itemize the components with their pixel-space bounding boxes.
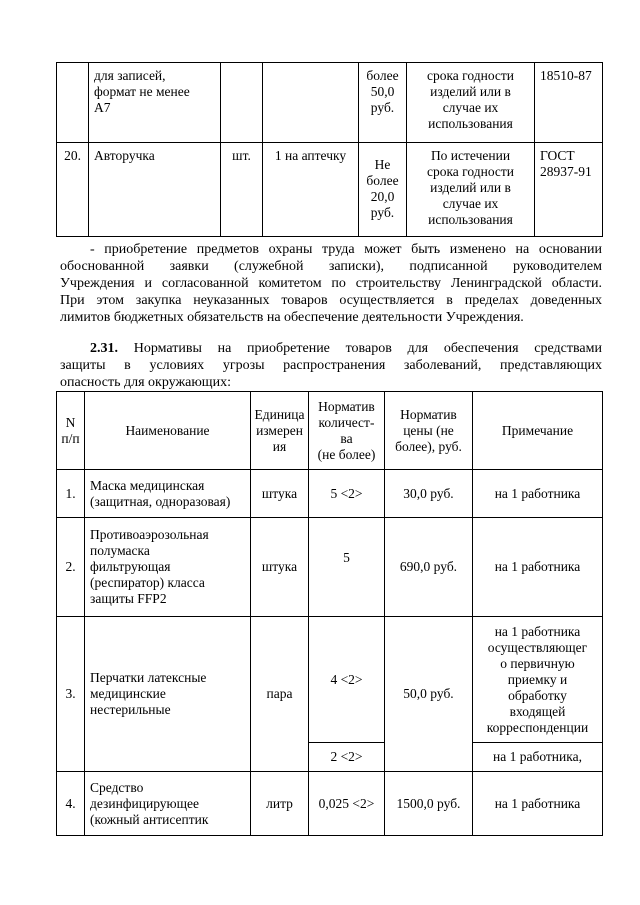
section-text: Нормативы на приобретение товаров для обеспечения средствами bbox=[118, 341, 602, 356]
header-qty: Норматив количест- ва (не более) bbox=[309, 392, 385, 470]
paragraph-line: лимитов бюджетных обязательств на обеспечение деятельности Учреждения. bbox=[60, 310, 524, 325]
paragraph-line bbox=[60, 340, 602, 357]
item-name: Перчатки латексные медицинские нестерильные bbox=[85, 617, 251, 772]
section-2-31-paragraph bbox=[60, 340, 602, 391]
row-number: 1. bbox=[57, 470, 85, 518]
paragraph-line: - приобретение предметов охраны труда может быть изменено на основании bbox=[90, 242, 602, 257]
table-row bbox=[57, 617, 603, 743]
item-note: на 1 работника bbox=[473, 470, 603, 518]
item-unit: штука bbox=[251, 470, 309, 518]
item-price: более 50,0 руб. bbox=[359, 63, 407, 143]
table-header-row bbox=[57, 392, 603, 470]
table-row bbox=[57, 470, 603, 518]
paragraph-line: Учреждения и согласованной комитетом по строительству Ленинградской области. bbox=[60, 276, 602, 291]
table-row bbox=[57, 143, 603, 237]
item-unit: пара bbox=[251, 617, 309, 772]
table-row bbox=[57, 772, 603, 836]
paragraph-line: опасность для окружающих: bbox=[60, 375, 231, 390]
row-number: 3. bbox=[57, 617, 85, 772]
item-unit: штука bbox=[251, 518, 309, 617]
item-name: для записей, формат не менее А7 bbox=[89, 63, 221, 143]
item-unit: литр bbox=[251, 772, 309, 836]
header-note: Примечание bbox=[473, 392, 603, 470]
items-table-continuation bbox=[56, 62, 603, 237]
item-price: 1500,0 руб. bbox=[385, 772, 473, 836]
item-qty: 5 <2> bbox=[309, 470, 385, 518]
table-row bbox=[57, 518, 603, 617]
item-price: 50,0 руб. bbox=[385, 617, 473, 772]
section-number: 2.31. bbox=[90, 341, 118, 356]
item-term: По истечении срока годности изделий или в случае их использования bbox=[407, 143, 535, 237]
item-qty-secondary: 2 <2> bbox=[309, 743, 385, 772]
table-row bbox=[57, 63, 603, 143]
item-qty: 4 <2> bbox=[309, 617, 385, 743]
item-note: на 1 работника bbox=[473, 772, 603, 836]
header-name: Наименование bbox=[85, 392, 251, 470]
item-note: на 1 работника осуществляющег о первичную приемку и обработку входящей корреспонденции bbox=[473, 617, 603, 743]
header-num: N п/п bbox=[57, 392, 85, 470]
item-name: Авторучка bbox=[89, 143, 221, 237]
header-price: Норматив цены (не более), руб. bbox=[385, 392, 473, 470]
paragraph-line: обоснованной заявки (служебной записки), подписанной руководителем bbox=[60, 259, 602, 274]
item-gost: 18510-87 bbox=[535, 63, 603, 143]
item-note-secondary: на 1 работника, bbox=[473, 743, 603, 772]
item-term: срока годности изделий или в случае их использования bbox=[407, 63, 535, 143]
item-price: 690,0 руб. bbox=[385, 518, 473, 617]
item-price: 30,0 руб. bbox=[385, 470, 473, 518]
row-number: 4. bbox=[57, 772, 85, 836]
row-number: 20. bbox=[57, 143, 89, 237]
item-qty: 1 на аптечку bbox=[263, 143, 359, 237]
item-note: на 1 работника bbox=[473, 518, 603, 617]
row-number: 2. bbox=[57, 518, 85, 617]
item-name: Маска медицинская (защитная, одноразовая) bbox=[85, 470, 251, 518]
item-name: Средство дезинфицирующее (кожный антисептик bbox=[85, 772, 251, 836]
item-price: Не более 20,0 руб. bbox=[359, 143, 407, 237]
paragraph-line: защиты в условиях угрозы распространения заболеваний, представляющих bbox=[60, 358, 602, 373]
protective-equipment-table bbox=[56, 391, 603, 836]
procurement-note-paragraph bbox=[60, 241, 602, 326]
header-unit: Единица измерен ия bbox=[251, 392, 309, 470]
paragraph-line: При этом закупка неуказанных товаров осуществляется в пределах доведенных bbox=[60, 293, 602, 308]
row-number bbox=[57, 63, 89, 143]
item-unit: шт. bbox=[221, 143, 263, 237]
item-gost: ГОСТ 28937-91 bbox=[535, 143, 603, 237]
item-name: Противоаэрозольная полумаска фильтрующая (респиратор) класса защиты FFP2 bbox=[85, 518, 251, 617]
item-qty: 0,025 <2> bbox=[309, 772, 385, 836]
item-unit bbox=[221, 63, 263, 143]
item-qty: 5 bbox=[309, 518, 385, 617]
item-qty bbox=[263, 63, 359, 143]
